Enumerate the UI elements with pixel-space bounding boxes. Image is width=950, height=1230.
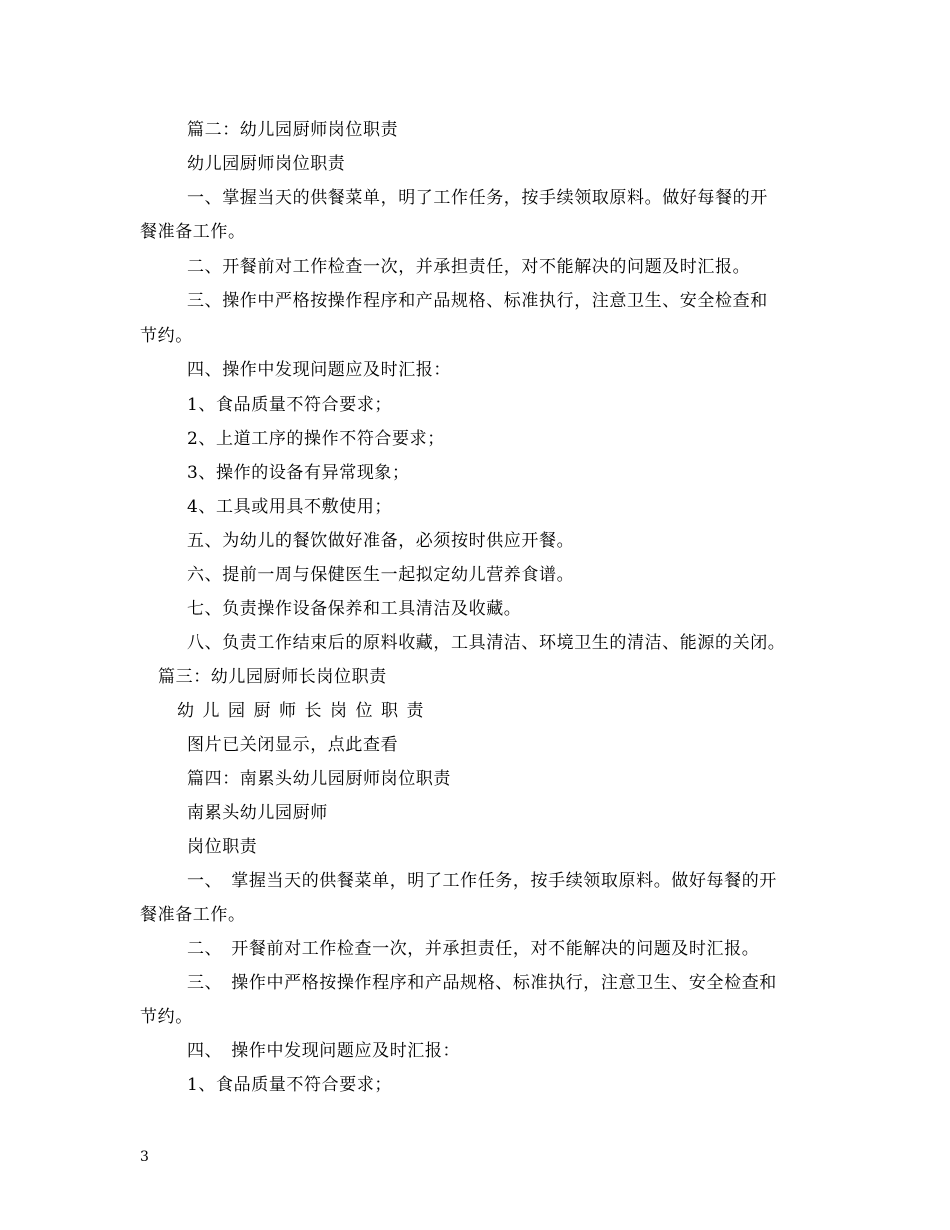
page-number: 3 [140,1149,149,1165]
paragraph-line: 餐准备工作。 [140,905,246,925]
image-placeholder-text: 图片已关闭显示，点此查看 [187,735,399,755]
section-title: 幼儿园厨师岗位职责 [187,154,346,174]
paragraph-line: 节约。 [140,1007,193,1027]
paragraph-line: 五、为幼儿的餐饮做好准备，必须按时供应开餐。 [187,531,575,551]
list-item: 2、上道工序的操作不符合要求； [187,429,445,449]
list-item: 1、食品质量不符合要求； [187,395,393,415]
section-heading-3: 篇三：幼儿园厨师长岗位职责 [158,667,387,687]
paragraph-line: 四、 操作中发现问题应及时汇报： [187,1041,461,1061]
list-item: 4、工具或用具不敷使用； [187,497,393,517]
paragraph-line: 三、操作中严格按操作程序和产品规格、标准执行，注意卫生、安全检查和 [187,291,768,311]
section-title: 岗位职责 [187,837,258,857]
section-heading-4: 篇四：南累头幼儿园厨师岗位职责 [187,769,451,789]
section-title: 南累头幼儿园厨师 [187,803,328,823]
paragraph-line: 八、负责工作结束后的原料收藏，工具清洁、环境卫生的清洁、能源的关闭。 [187,633,786,653]
paragraph-line: 六、提前一周与保健医生一起拟定幼儿营养食谱。 [187,565,575,585]
paragraph-line: 二、开餐前对工作检查一次，并承担责任，对不能解决的问题及时汇报。 [187,257,751,277]
list-item: 3、操作的设备有异常现象； [187,463,410,483]
section-title-spaced: 幼儿园厨师长岗位职责 [177,701,432,721]
paragraph-line: 四、操作中发现问题应及时汇报： [187,360,451,380]
paragraph-line: 七、负责操作设备保养和工具清洁及收藏。 [187,599,522,619]
list-item: 1、食品质量不符合要求； [187,1075,393,1095]
paragraph-line: 节约。 [140,326,193,346]
paragraph-line: 一、 掌握当天的供餐菜单，明了工作任务，按手续领取原料。做好每餐的开 [187,871,777,891]
section-heading-2: 篇二：幼儿园厨师岗位职责 [187,120,399,140]
paragraph-line: 餐准备工作。 [140,222,246,242]
paragraph-line: 三、 操作中严格按操作程序和产品规格、标准执行，注意卫生、安全检查和 [187,973,777,993]
paragraph-line: 一、掌握当天的供餐菜单，明了工作任务，按手续领取原料。做好每餐的开 [187,188,768,208]
paragraph-line: 二、 开餐前对工作检查一次，并承担责任，对不能解决的问题及时汇报。 [187,939,760,959]
